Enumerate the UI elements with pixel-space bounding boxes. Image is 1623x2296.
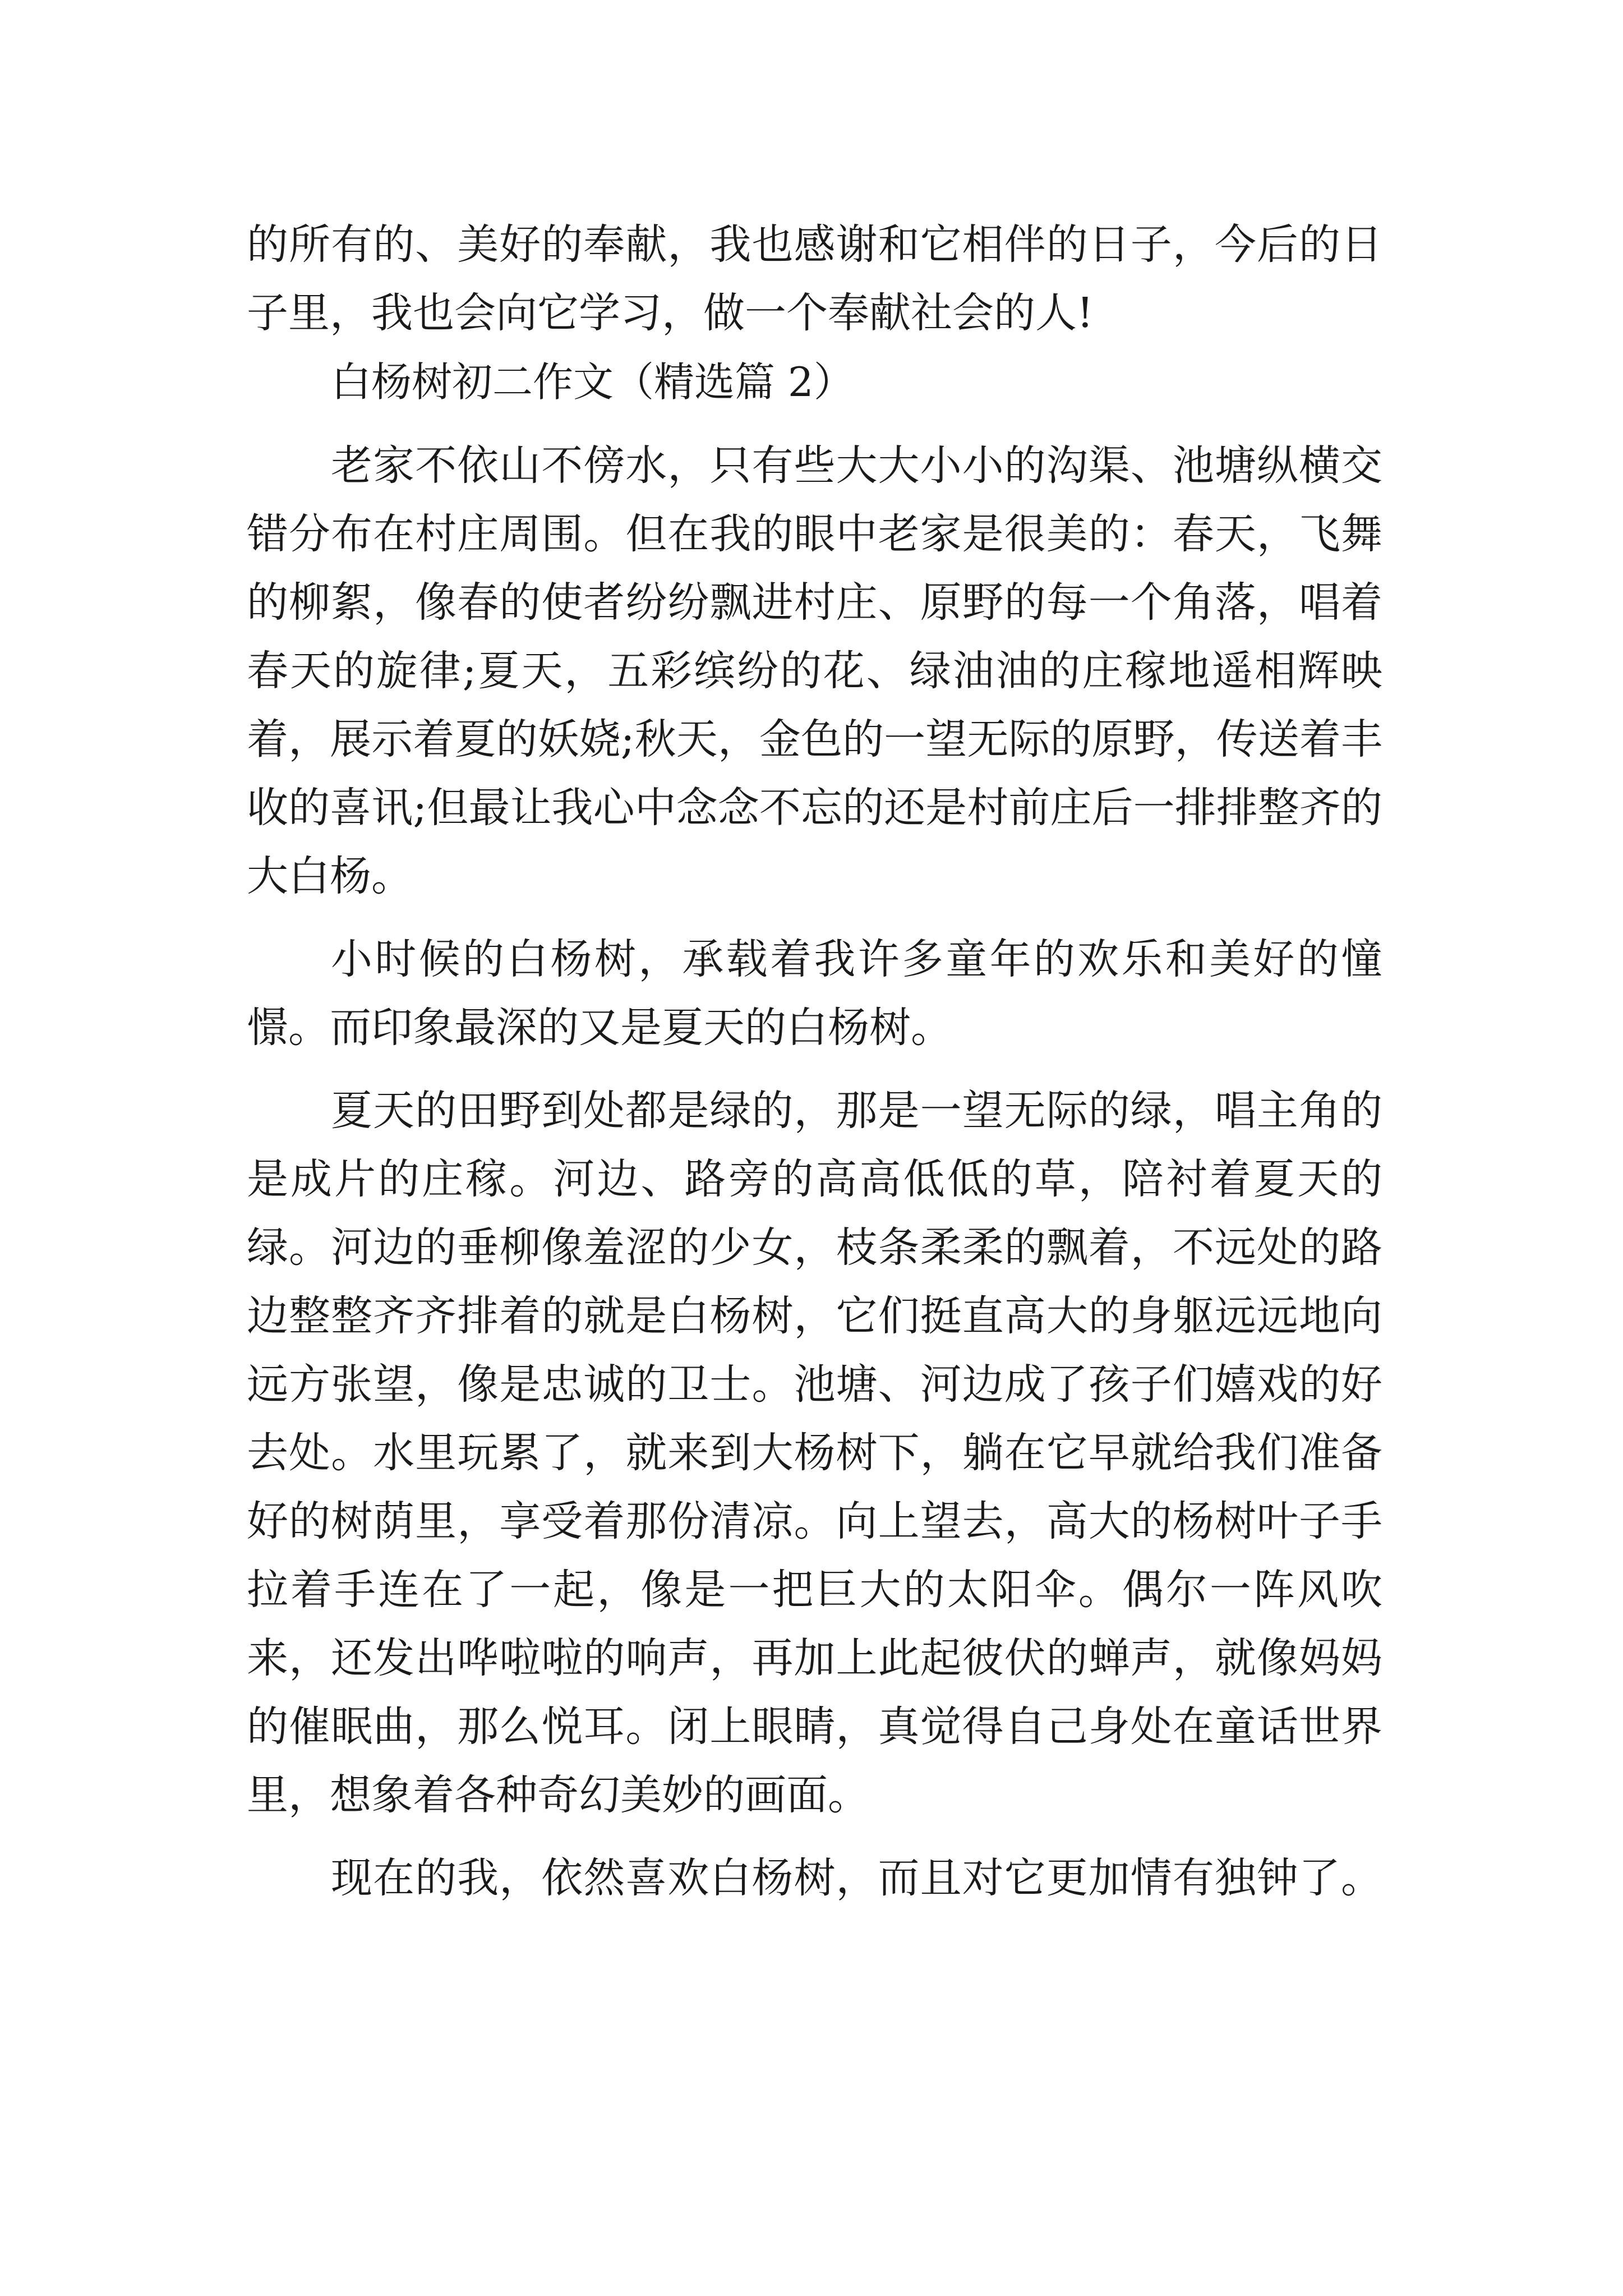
paragraph-summer: 夏天的田野到处都是绿的，那是一望无际的绿，唱主角的是成片的庄稼。河边、路旁的高高低低的草，陪衬着夏天的绿。河边的垂柳像羞涩的少女，枝条柔柔的飘着，不远处的路边整整齐齐排着的就是白杨树，它们挺直高大的身躯远远地向远方张望，像是忠诚的卫士。池塘、河边成了孩子们嬉戏的好去处。水里玩累了，就来到大杨树下，躺在它早就给我们准备好的树荫里，享受着那份清凉。向上望去，高大的杨树叶子手拉着手连在了一起，像是一把巨大的太阳伞。偶尔一阵风吹来，还发出哗啦啦的响声，再加上此起彼伏的蝉声，就像妈妈的催眠曲，那么悦耳。闭上眼睛，真觉得自己身处在童话世界里，想象着各种奇幻美妙的画面。 (247, 1087, 1382, 1819)
intro-paragraph: 的所有的、美好的奉献，我也感谢和它相伴的日子，今后的日子里，我也会向它学习，做一个奉献社会的人! (247, 220, 1382, 337)
section-heading: 白杨树初二作文（精选篇 2） (331, 358, 854, 406)
paragraph-now: 现在的我，依然喜欢白杨树，而且对它更加情有独钟了。 (331, 1854, 1382, 1902)
document-page (247, 210, 1382, 1927)
paragraph-hometown: 老家不依山不傍水，只有些大大小小的沟渠、池塘纵横交错分布在村庄周围。但在我的眼中老家是很美的：春天，飞舞的柳絮，像春的使者纷纷飘进村庄、原野的每一个角落，唱着春天的旋律;夏天，五彩缤纷的花、绿油油的庄稼地遥相辉映着，展示着夏的妖娆;秋天，金色的一望无际的原野，传送着丰收的喜讯;但最让我心中念念不忘的还是村前庄后一排排整齐的大白杨。 (247, 441, 1382, 900)
paragraph-childhood: 小时候的白杨树，承载着我许多童年的欢乐和美好的憧憬。而印象最深的又是夏天的白杨树。 (247, 935, 1382, 1052)
